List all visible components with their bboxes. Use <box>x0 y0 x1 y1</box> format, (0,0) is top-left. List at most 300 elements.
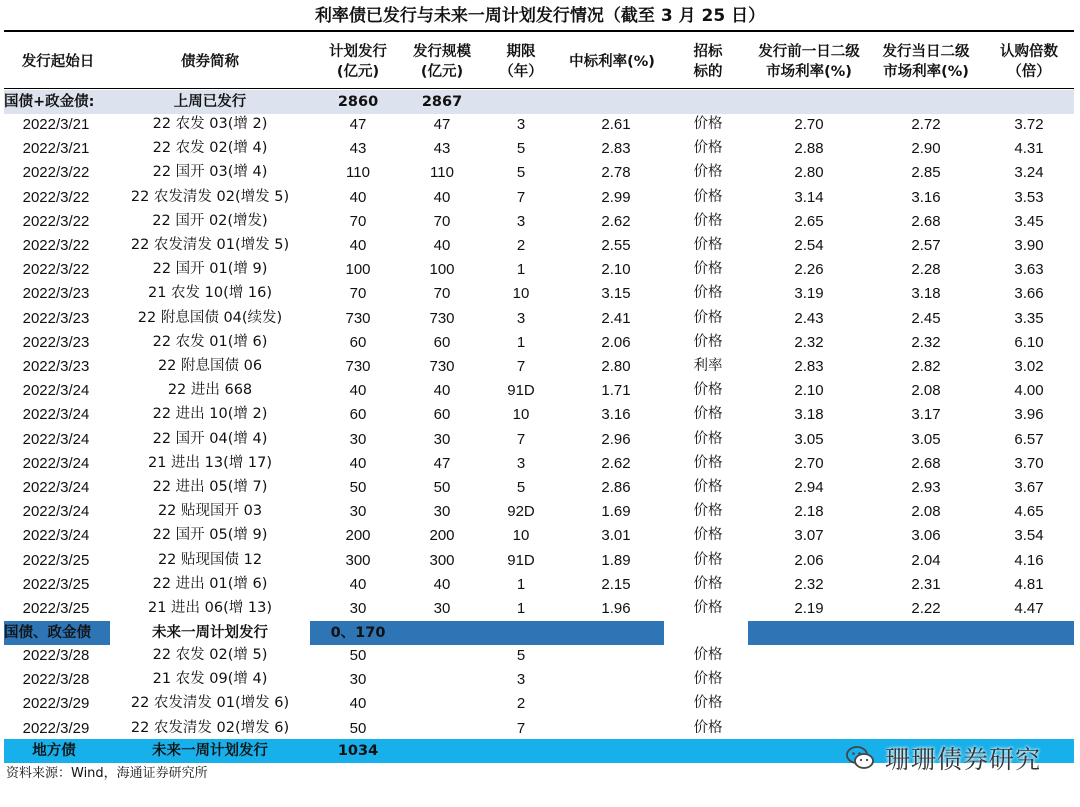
section-planned-total: 2860 <box>337 94 379 110</box>
cell-issue-size <box>402 716 482 740</box>
cell-bid-target: 价格 <box>693 719 723 736</box>
section-planned-row <box>4 621 1074 645</box>
header-size: 发行规模 (亿元) <box>413 44 471 80</box>
cell-cover-ratio <box>990 716 1068 740</box>
cell-pre-day-rate: 2.94 <box>794 479 824 496</box>
cell-cover-ratio: 4.47 <box>1014 600 1044 617</box>
cell-bond-name: 22 国开 05(增 9) <box>152 527 268 544</box>
cell-start-date: 2022/3/22 <box>22 188 90 206</box>
cell-planned-amount: 43 <box>349 140 367 158</box>
header-start-date: 发行起始日 <box>21 54 95 70</box>
section-name: 未来一周计划发行 <box>152 743 268 759</box>
cell-bond-name: 22 农发 01(增 6) <box>152 333 268 350</box>
cell-issue-size: 30 <box>433 503 451 521</box>
cell-start-date: 2022/3/22 <box>22 212 90 230</box>
cell-pre-day-rate: 2.88 <box>794 140 824 158</box>
cell-winning-rate: 2.86 <box>601 479 631 496</box>
cell-planned-amount: 47 <box>349 116 367 133</box>
cell-issue-size: 40 <box>433 237 451 254</box>
cell-pre-day-rate: 3.14 <box>794 188 824 206</box>
cell-cover-ratio: 4.16 <box>1014 551 1044 569</box>
cell-pre-day-rate: 2.54 <box>794 237 824 254</box>
cell-term: 3 <box>516 671 526 689</box>
cell-pre-day-rate <box>748 667 870 691</box>
cell-winning-rate <box>556 643 676 667</box>
cell-cover-ratio: 3.53 <box>1014 188 1044 206</box>
cell-winning-rate: 2.15 <box>601 575 631 593</box>
cell-cover-ratio: 3.45 <box>1014 212 1044 230</box>
cell-winning-rate: 2.55 <box>601 237 631 254</box>
cell-issue-size <box>402 667 482 691</box>
cell-bond-name: 22 农发清发 01(增发 6) <box>130 695 290 712</box>
cell-issue-size: 300 <box>429 551 455 569</box>
cell-bond-name: 21 农发 10(增 16) <box>148 285 272 302</box>
cell-planned-amount: 40 <box>349 695 367 713</box>
header-planned: 计划发行 (亿元) <box>329 44 387 80</box>
cell-start-date: 2022/3/21 <box>22 116 90 133</box>
cell-issue-day-rate: 2.04 <box>911 551 941 569</box>
cell-winning-rate: 2.41 <box>601 309 631 327</box>
cell-planned-amount: 40 <box>349 237 367 254</box>
cell-issue-size: 730 <box>429 309 455 327</box>
table-row <box>4 596 1074 620</box>
table-row <box>4 667 1074 691</box>
cell-issue-day-rate: 3.18 <box>911 285 941 303</box>
cell-winning-rate: 3.01 <box>601 527 631 545</box>
cell-planned-amount: 40 <box>349 454 367 472</box>
cell-planned-amount: 30 <box>349 671 367 689</box>
header-issue-day-rate: 发行当日二级 市场利率(%) <box>882 44 970 80</box>
cell-issue-day-rate: 3.16 <box>911 188 941 206</box>
cell-issue-size: 47 <box>433 116 451 133</box>
table-row <box>4 643 1074 667</box>
cell-start-date: 2022/3/23 <box>22 333 90 351</box>
header-pre-day-rate: 发行前一日二级 市场利率(%) <box>758 44 860 80</box>
cell-issue-size: 47 <box>433 454 451 472</box>
cell-bond-name: 21 进出 13(增 17) <box>148 454 272 471</box>
cell-planned-amount: 110 <box>346 164 370 182</box>
cell-bid-target: 价格 <box>693 333 723 350</box>
cell-winning-rate: 2.83 <box>601 140 631 158</box>
cell-bid-target: 价格 <box>693 600 723 616</box>
cell-pre-day-rate: 3.05 <box>794 430 824 448</box>
cell-term: 91D <box>507 551 535 569</box>
cell-winning-rate: 2.99 <box>601 188 631 206</box>
table-row <box>4 691 1074 715</box>
section-label: 国债+政金债: <box>4 94 95 110</box>
table-row <box>4 523 1074 547</box>
section-size-total: 2867 <box>421 94 463 110</box>
cell-bond-name: 22 贴现国债 12 <box>157 551 263 568</box>
cell-start-date: 2022/3/24 <box>22 454 90 472</box>
cell-term: 5 <box>516 164 526 182</box>
cell-issue-size: 50 <box>433 479 451 496</box>
cell-term: 7 <box>516 719 526 737</box>
cell-planned-amount: 70 <box>349 285 367 303</box>
cell-bid-target: 价格 <box>693 237 723 253</box>
cell-cover-ratio: 4.81 <box>1014 575 1044 593</box>
cell-bid-target: 价格 <box>693 454 723 471</box>
cell-bond-name: 22 进出 01(增 6) <box>152 575 268 592</box>
table-row <box>4 402 1074 426</box>
table-row <box>4 716 1074 740</box>
cell-term: 10 <box>512 406 530 424</box>
cell-term: 5 <box>516 647 526 664</box>
cell-issue-day-rate: 2.32 <box>911 333 941 351</box>
cell-issue-size: 60 <box>433 406 451 424</box>
cell-start-date: 2022/3/23 <box>22 358 90 375</box>
cell-issue-day-rate: 2.93 <box>911 479 941 496</box>
cell-issue-day-rate: 2.28 <box>911 261 941 279</box>
cell-cover-ratio: 6.57 <box>1014 430 1044 448</box>
cell-cover-ratio: 3.35 <box>1014 309 1044 327</box>
cell-bond-name: 22 农发 02(增 4) <box>152 140 268 157</box>
cell-bid-target: 价格 <box>693 188 723 205</box>
table-row <box>4 160 1074 184</box>
cell-winning-rate: 1.71 <box>601 382 631 400</box>
cell-planned-amount: 30 <box>349 600 367 617</box>
cell-pre-day-rate: 2.65 <box>794 212 824 230</box>
cell-bond-name: 21 进出 06(增 13) <box>148 600 272 616</box>
cell-issue-day-rate: 2.08 <box>911 503 941 521</box>
cell-cover-ratio: 3.90 <box>1014 237 1044 254</box>
cell-pre-day-rate: 2.70 <box>794 454 824 472</box>
cell-winning-rate: 2.80 <box>601 358 631 375</box>
cell-planned-amount: 30 <box>349 430 367 448</box>
cell-planned-amount: 300 <box>345 551 371 569</box>
table-row <box>4 306 1074 330</box>
cell-bid-target: 价格 <box>693 503 723 520</box>
cell-winning-rate <box>556 667 676 691</box>
cell-term: 3 <box>516 212 526 230</box>
cell-pre-day-rate: 2.06 <box>794 551 824 569</box>
cell-winning-rate <box>556 691 676 715</box>
cell-bond-name: 22 贴现国开 03 <box>157 503 263 520</box>
cell-bond-name: 22 附息国债 06 <box>157 358 263 374</box>
table-row <box>4 136 1074 160</box>
cell-issue-size: 100 <box>429 261 455 279</box>
cell-issue-size: 70 <box>433 285 451 303</box>
cell-pre-day-rate <box>748 691 870 715</box>
table-row <box>4 378 1074 402</box>
cell-issue-day-rate: 2.72 <box>911 116 941 133</box>
cell-issue-day-rate <box>870 691 982 715</box>
cell-bid-target: 价格 <box>693 527 723 544</box>
cell-start-date: 2022/3/29 <box>22 695 90 713</box>
cell-start-date: 2022/3/21 <box>22 140 90 158</box>
cell-issue-size: 43 <box>433 140 451 158</box>
cell-planned-amount: 730 <box>345 358 371 375</box>
cell-issue-day-rate <box>870 643 982 667</box>
cell-term: 1 <box>516 600 526 617</box>
table-row <box>4 330 1074 354</box>
cell-bid-target: 价格 <box>693 430 723 447</box>
cell-cover-ratio: 3.67 <box>1014 479 1044 496</box>
cell-bid-target: 价格 <box>693 164 723 181</box>
cell-cover-ratio: 3.72 <box>1014 116 1044 133</box>
table-row <box>4 257 1074 281</box>
watermark-text: 珊珊债券研究 <box>885 745 1042 774</box>
cell-issue-size <box>402 691 482 715</box>
cell-planned-amount: 40 <box>349 188 367 206</box>
cell-winning-rate: 2.62 <box>601 454 631 472</box>
cell-pre-day-rate: 2.18 <box>794 503 824 521</box>
cell-start-date: 2022/3/22 <box>22 164 90 182</box>
table-row <box>4 354 1074 378</box>
cell-start-date: 2022/3/29 <box>22 719 90 737</box>
cell-issue-day-rate: 2.85 <box>911 164 941 182</box>
cell-start-date: 2022/3/23 <box>22 309 90 327</box>
top-rule <box>4 30 1074 32</box>
cell-bid-target: 价格 <box>693 695 723 712</box>
cell-cover-ratio: 4.65 <box>1014 503 1044 521</box>
table-row <box>4 548 1074 572</box>
table-row <box>4 475 1074 499</box>
cell-bond-name: 22 进出 668 <box>167 382 253 399</box>
cell-cover-ratio: 4.31 <box>1014 140 1044 158</box>
cell-term: 5 <box>516 479 526 496</box>
cell-winning-rate: 2.06 <box>601 333 631 351</box>
cell-planned-amount: 730 <box>345 309 371 327</box>
cell-bid-target: 价格 <box>693 671 723 688</box>
cell-cover-ratio <box>990 691 1068 715</box>
cell-pre-day-rate: 2.32 <box>794 575 824 593</box>
cell-pre-day-rate: 2.43 <box>794 309 824 327</box>
cell-bid-target: 价格 <box>693 285 723 302</box>
cell-issue-day-rate: 2.22 <box>911 600 941 617</box>
cell-issue-day-rate: 3.17 <box>911 406 941 424</box>
cell-pre-day-rate: 2.70 <box>794 116 824 133</box>
cell-bond-name: 21 农发 09(增 4) <box>152 671 268 688</box>
cell-term: 3 <box>516 116 526 133</box>
cell-issue-day-rate <box>870 667 982 691</box>
cell-pre-day-rate: 2.80 <box>794 164 824 182</box>
table-row <box>4 427 1074 451</box>
cell-cover-ratio: 3.96 <box>1014 406 1044 424</box>
section-label: 地方债 <box>32 743 76 759</box>
cell-pre-day-rate <box>748 643 870 667</box>
header-winning-rate: 中标利率(%) <box>569 54 655 70</box>
cell-bid-target: 价格 <box>693 309 723 326</box>
cell-issue-size: 110 <box>430 164 454 182</box>
cell-start-date: 2022/3/25 <box>22 575 90 593</box>
cell-start-date: 2022/3/28 <box>22 671 90 689</box>
cell-bid-target: 价格 <box>693 212 723 229</box>
cell-planned-amount: 200 <box>345 527 371 545</box>
cell-pre-day-rate: 2.26 <box>794 261 824 279</box>
cell-winning-rate: 3.16 <box>601 406 631 424</box>
cell-winning-rate: 2.96 <box>601 430 631 448</box>
cell-start-date: 2022/3/22 <box>22 237 90 254</box>
cell-term: 1 <box>516 575 526 593</box>
cell-planned-amount: 50 <box>349 647 367 664</box>
cell-start-date: 2022/3/24 <box>22 430 90 448</box>
cell-issue-day-rate: 2.45 <box>911 309 941 327</box>
cell-pre-day-rate: 2.10 <box>794 382 824 400</box>
cell-issue-size: 730 <box>429 358 455 375</box>
cell-pre-day-rate: 2.19 <box>794 600 824 617</box>
table-row <box>4 185 1074 209</box>
cell-pre-day-rate: 3.18 <box>794 406 824 424</box>
cell-term: 2 <box>516 695 526 713</box>
cell-winning-rate: 2.78 <box>601 164 631 182</box>
cell-issue-day-rate: 2.68 <box>911 454 941 472</box>
cell-pre-day-rate: 2.83 <box>794 358 824 375</box>
cell-bond-name: 22 国开 04(增 4) <box>152 430 268 447</box>
source-note: 资料来源：Wind，海通证券研究所 <box>6 766 208 781</box>
cell-start-date: 2022/3/24 <box>22 479 90 496</box>
wechat-icon <box>845 745 875 771</box>
table-row <box>4 281 1074 305</box>
cell-term: 10 <box>512 285 530 303</box>
cell-winning-rate: 2.62 <box>601 212 631 230</box>
cell-cover-ratio: 3.24 <box>1014 164 1044 182</box>
cell-bond-name: 22 国开 02(增发) <box>152 212 268 229</box>
cell-issue-day-rate: 3.05 <box>911 430 941 448</box>
cell-bid-target: 价格 <box>693 551 723 568</box>
cell-start-date: 2022/3/25 <box>22 551 90 569</box>
cell-planned-amount: 70 <box>349 212 367 230</box>
cell-planned-amount: 50 <box>349 479 367 496</box>
cell-start-date: 2022/3/24 <box>22 503 90 521</box>
cell-bond-name: 22 农发 02(增 5) <box>152 647 268 663</box>
cell-bid-target: 价格 <box>693 116 723 132</box>
section-bid-bg <box>664 621 748 645</box>
cell-start-date: 2022/3/22 <box>22 261 90 279</box>
cell-cover-ratio: 3.70 <box>1014 454 1044 472</box>
section-planned-total: 1034 <box>337 743 379 759</box>
cell-bid-target: 价格 <box>693 647 723 663</box>
cell-cover-ratio: 3.66 <box>1014 285 1044 303</box>
cell-bid-target: 价格 <box>693 406 723 423</box>
cell-start-date: 2022/3/28 <box>22 647 90 664</box>
cell-issue-day-rate: 3.06 <box>911 527 941 545</box>
table-row <box>4 499 1074 523</box>
header-bond-name: 债券简称 <box>181 54 239 70</box>
cell-term: 5 <box>516 140 526 158</box>
cell-term: 7 <box>516 188 526 206</box>
section-issued-row <box>4 90 1074 114</box>
watermark <box>845 738 1041 778</box>
cell-bid-target: 价格 <box>693 261 723 278</box>
cell-bond-name: 22 农发清发 02(增发 6) <box>130 719 290 736</box>
cell-issue-size <box>402 643 482 667</box>
cell-planned-amount: 40 <box>349 575 367 593</box>
cell-start-date: 2022/3/24 <box>22 382 90 400</box>
cell-winning-rate: 1.89 <box>601 551 631 569</box>
cell-term: 1 <box>516 333 526 351</box>
cell-cover-ratio <box>990 643 1068 667</box>
cell-cover-ratio: 3.54 <box>1014 527 1044 545</box>
table-row <box>4 233 1074 257</box>
cell-bid-target: 价格 <box>693 382 723 399</box>
cell-bid-target: 价格 <box>693 140 723 157</box>
section-label: 国债、政金债 <box>4 625 91 641</box>
cell-issue-size: 40 <box>433 382 451 400</box>
cell-issue-day-rate: 2.31 <box>911 575 941 593</box>
section-planned-total: 0、170 <box>330 625 386 641</box>
cell-planned-amount: 100 <box>345 261 371 279</box>
cell-issue-day-rate <box>870 716 982 740</box>
cell-pre-day-rate <box>748 716 870 740</box>
cell-pre-day-rate: 3.07 <box>794 527 824 545</box>
cell-cover-ratio <box>990 667 1068 691</box>
header-bid-target: 招标 标的 <box>693 44 723 80</box>
table-row <box>4 451 1074 475</box>
cell-cover-ratio: 6.10 <box>1014 333 1044 351</box>
cell-issue-size: 200 <box>429 527 455 545</box>
header-cover-ratio: 认购倍数 （倍） <box>1000 44 1058 80</box>
table-title: 利率债已发行与未来一周计划发行情况（截至 3 月 25 日） <box>314 6 766 26</box>
cell-bid-target: 价格 <box>693 575 723 592</box>
cell-cover-ratio: 3.02 <box>1014 358 1044 375</box>
cell-planned-amount: 60 <box>349 406 367 424</box>
cell-issue-size: 30 <box>433 600 451 617</box>
cell-winning-rate <box>556 716 676 740</box>
cell-cover-ratio: 4.00 <box>1014 382 1044 400</box>
cell-term: 3 <box>516 309 526 327</box>
cell-bond-name: 22 进出 05(增 7) <box>152 479 268 495</box>
table-row <box>4 209 1074 233</box>
cell-bond-name: 22 进出 10(增 2) <box>152 406 268 423</box>
cell-winning-rate: 1.96 <box>601 600 631 617</box>
cell-winning-rate: 2.10 <box>601 261 631 279</box>
header-rule <box>4 88 1074 89</box>
cell-planned-amount: 30 <box>349 503 367 521</box>
cell-issue-day-rate: 2.08 <box>911 382 941 400</box>
cell-start-date: 2022/3/25 <box>22 600 90 617</box>
cell-bid-target: 价格 <box>693 479 723 495</box>
cell-bond-name: 22 农发清发 01(增发 5) <box>130 237 290 253</box>
cell-cover-ratio: 3.63 <box>1014 261 1044 279</box>
cell-start-date: 2022/3/23 <box>22 285 90 303</box>
cell-term: 7 <box>516 430 526 448</box>
cell-bond-name: 22 国开 03(增 4) <box>152 164 268 181</box>
cell-issue-day-rate: 2.82 <box>911 358 941 375</box>
cell-winning-rate: 1.69 <box>601 503 631 521</box>
cell-pre-day-rate: 3.19 <box>794 285 824 303</box>
cell-issue-size: 40 <box>433 575 451 593</box>
cell-start-date: 2022/3/24 <box>22 527 90 545</box>
cell-planned-amount: 60 <box>349 333 367 351</box>
cell-term: 10 <box>512 527 530 545</box>
cell-winning-rate: 2.61 <box>601 116 631 133</box>
cell-term: 7 <box>516 358 526 375</box>
cell-bond-name: 22 国开 01(增 9) <box>152 261 268 278</box>
cell-bid-target: 利率 <box>693 358 723 374</box>
cell-planned-amount: 50 <box>349 719 367 737</box>
cell-issue-size: 30 <box>433 430 451 448</box>
cell-issue-day-rate: 2.57 <box>911 237 941 254</box>
cell-issue-day-rate: 2.68 <box>911 212 941 230</box>
cell-issue-size: 40 <box>433 188 451 206</box>
cell-issue-day-rate: 2.90 <box>911 140 941 158</box>
cell-winning-rate: 3.15 <box>601 285 631 303</box>
cell-bond-name: 22 农发清发 02(增发 5) <box>130 188 290 205</box>
cell-term: 92D <box>507 503 535 521</box>
table-row <box>4 572 1074 596</box>
cell-term: 1 <box>516 261 526 279</box>
cell-term: 91D <box>507 382 535 400</box>
header-term: 期限 （年） <box>499 44 543 80</box>
cell-term: 2 <box>516 237 526 254</box>
cell-bond-name: 22 附息国债 04(续发) <box>137 309 283 326</box>
cell-issue-size: 70 <box>433 212 451 230</box>
cell-term: 3 <box>516 454 526 472</box>
cell-start-date: 2022/3/24 <box>22 406 90 424</box>
section-name: 未来一周计划发行 <box>152 625 268 641</box>
cell-pre-day-rate: 2.32 <box>794 333 824 351</box>
